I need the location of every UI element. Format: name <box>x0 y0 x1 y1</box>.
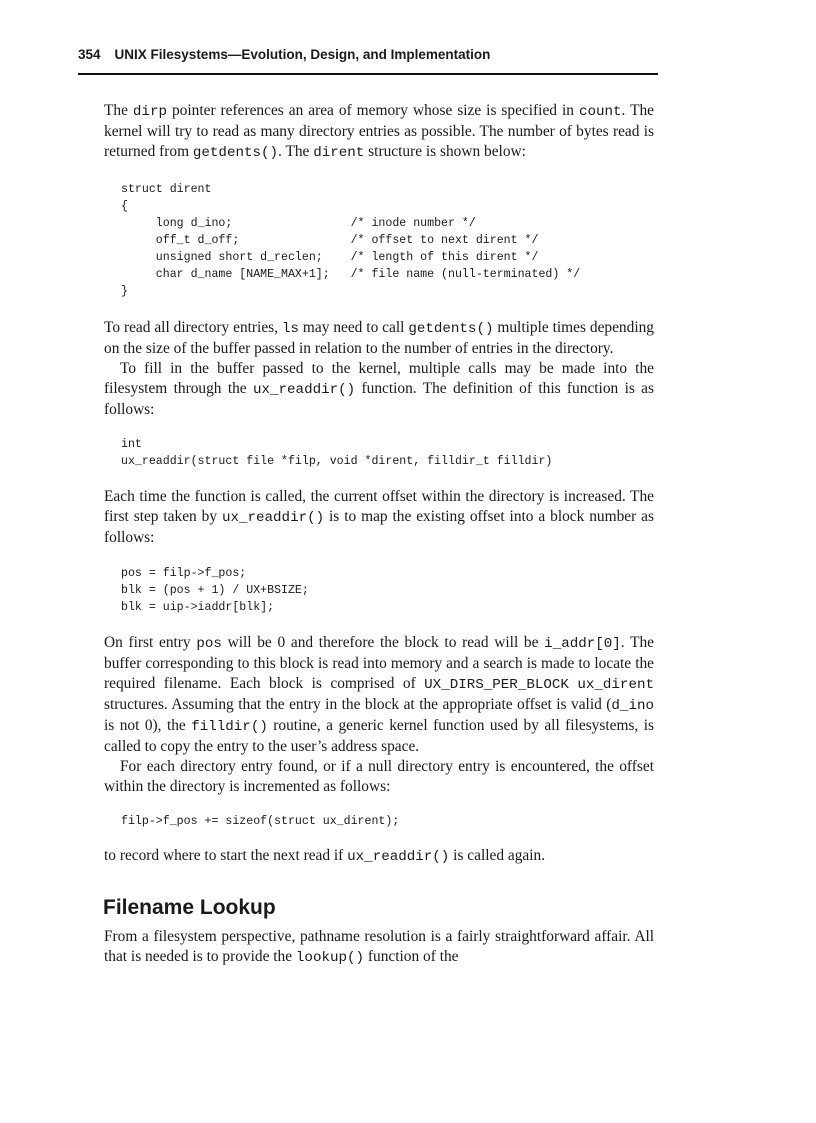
code-block-fpos: filp->f_pos += sizeof(struct ux_dirent); <box>121 815 400 828</box>
code-block-dirent: struct dirent { long d_ino; /* inode number */ off_t d_off; /* offset to next dirent */ unsigned short d_reclen; /* length of this dirent */ char d_name [NAME_MAX+1]; /* file name (null-terminated) */ } <box>121 183 581 298</box>
paragraph: Each time the function is called, the current offset within the directory is increased. The first step taken by ux_readdir() is to map the existing offset into a block number as follows: <box>104 488 654 546</box>
book-title: UNIX Filesystems—Evolution, Design, and Implementation <box>114 47 491 62</box>
section-heading: Filename Lookup <box>103 896 276 919</box>
paragraph: The dirp pointer references an area of memory whose size is specified in count. The kernel will try to read as many directory entries as possible. The number of bytes read is returned from getdents(). The dirent structure is shown below: <box>104 102 654 161</box>
page-body <box>104 101 654 968</box>
paragraph: To fill in the buffer passed to the kernel, multiple calls may be made into the filesystem through the ux_readdir() function. The definition of this function is as follows: <box>104 360 654 418</box>
paragraph: From a filesystem perspective, pathname resolution is a fairly straightforward affair. All that is needed is to provide the lookup() function of the <box>104 928 654 966</box>
paragraph: To read all directory entries, ls may need to call getdents() multiple times depending on the size of the buffer passed in relation to the number of entries in the directory. <box>104 319 654 357</box>
page-number: 354 <box>78 47 101 62</box>
running-header <box>78 47 658 75</box>
paragraph: to record where to start the next read if ux_readdir() is called again. <box>104 847 546 865</box>
paragraph: On first entry pos will be 0 and therefore the block to read will be i_addr[0]. The buffer corresponding to this block is read into memory and a search is made to locate the required filename. Each block is comprised of UX_DIRS_PER_BLOCK ux_dirent structures. Assuming that the entry in the block at the appropriate offset is valid (d_ino is not 0), the filldir() routine, a generic kernel function used by all filesystems, is called to copy the entry to the user’s address space. <box>104 634 654 755</box>
paragraph: For each directory entry found, or if a null directory entry is encountered, the offset within the directory is incremented as follows: <box>104 758 654 795</box>
code-block-pos: pos = filp->f_pos; blk = (pos + 1) / UX+BSIZE; blk = uip->iaddr[blk]; <box>121 567 309 614</box>
code-block-readdir: int ux_readdir(struct file *filp, void *dirent, filldir_t filldir) <box>121 438 553 468</box>
